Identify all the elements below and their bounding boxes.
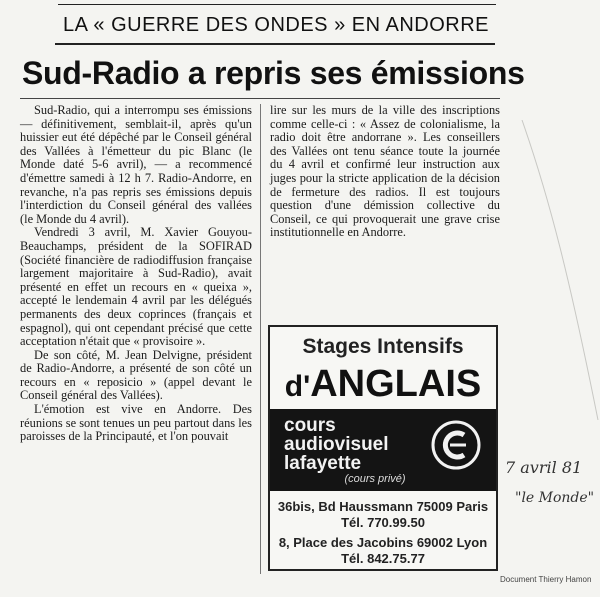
advertisement <box>268 325 498 571</box>
ad-banner-line: audiovisuel <box>284 434 389 455</box>
rubric-underline <box>55 43 495 45</box>
rubric: LA « GUERRE DES ONDES » EN ANDORRE <box>62 14 489 36</box>
ad-subtitle-main: ANGLAIS <box>310 363 482 405</box>
handwritten-source: "le Monde" <box>515 490 595 506</box>
article-paragraph: L'émotion est vive en Andorre. Des réunions se sont tenues un peu partout dans les paroisses de la Principauté, et l'on pouvait <box>20 402 252 444</box>
ad-subtitle <box>270 363 496 406</box>
article-paragraph: Vendredi 3 avril, M. Xavier Gouyou-Beauchamps, président de la SOFIRAD (Société financière de radiodiffusion française largement majoritaire à Sud-Radio), avait présenté en effet un recours en « queixa », accepté le lendemain 4 avril par les délégués permanents des deux coprinces (français et espagnol), qui ont cependant précisé que cette acceptation n'était que « provisoire ». <box>20 225 252 349</box>
ad-private-note: (cours privé) <box>344 473 406 485</box>
ad-phone-paris: Tél. 770.99.50 <box>341 515 425 530</box>
article-right-column <box>270 104 500 240</box>
article-paragraph: Sud-Radio, qui a interrompu ses émissions — définitivement, semblait-il, après qu'un huissier eut été dépêché par le Conseil général des Vallées à l'émetteur du pic Blanc (le Monde daté 5-6 avril), — a recommencé d'émettre samedi à 12 h 7. Radio-Andorre, en revanche, n'a pas repris ses émissions depuis l'interdiction du Conseil général des vallées (le Monde du 4 avril). <box>20 103 252 226</box>
article-paragraph: lire sur les murs de la ville des inscriptions comme celle-ci : « Assez de colonialisme, la radio doit être andorrane ». Les conseillers des Vallées ont tenu séance toute la journée du 4 avril et confirmé leur instruction aux juges pour la stricte application de la décision de fermeture des radios. Il est toujours question d'une démission collective du Conseil, ce qui provoquerait une grave crise institutionnelle en Andorre. <box>270 103 500 240</box>
ad-phone-lyon: Tél. 842.75.77 <box>341 551 425 566</box>
top-rule <box>58 4 496 5</box>
handwritten-date: 7 avril 81 <box>505 458 583 477</box>
lafayette-logo-icon <box>430 419 482 471</box>
article-left-column <box>20 104 252 444</box>
headline-rule <box>20 98 500 99</box>
ad-banner <box>270 409 496 491</box>
ad-address-lyon: 8, Place des Jacobins 69002 Lyon <box>278 535 488 550</box>
ad-banner-line: lafayette <box>284 453 362 474</box>
article-paragraph: De son côté, M. Jean Delvigne, président de Radio-Andorre, a présenté de son côté un recours en « reposicio » (appel devant le Conseil général des Vallées). <box>20 347 252 403</box>
ad-subtitle-prefix: d' <box>284 370 311 403</box>
ad-banner-line: cours <box>284 415 336 436</box>
headline: Sud-Radio a repris ses émissions <box>22 55 525 91</box>
ad-title: Stages Intensifs <box>302 335 464 358</box>
ad-address-paris: 36bis, Bd Haussmann 75009 Paris <box>277 499 489 514</box>
paper-crease <box>520 120 600 420</box>
column-divider <box>260 104 261 574</box>
document-credit: Document Thierry Hamon <box>500 575 592 584</box>
